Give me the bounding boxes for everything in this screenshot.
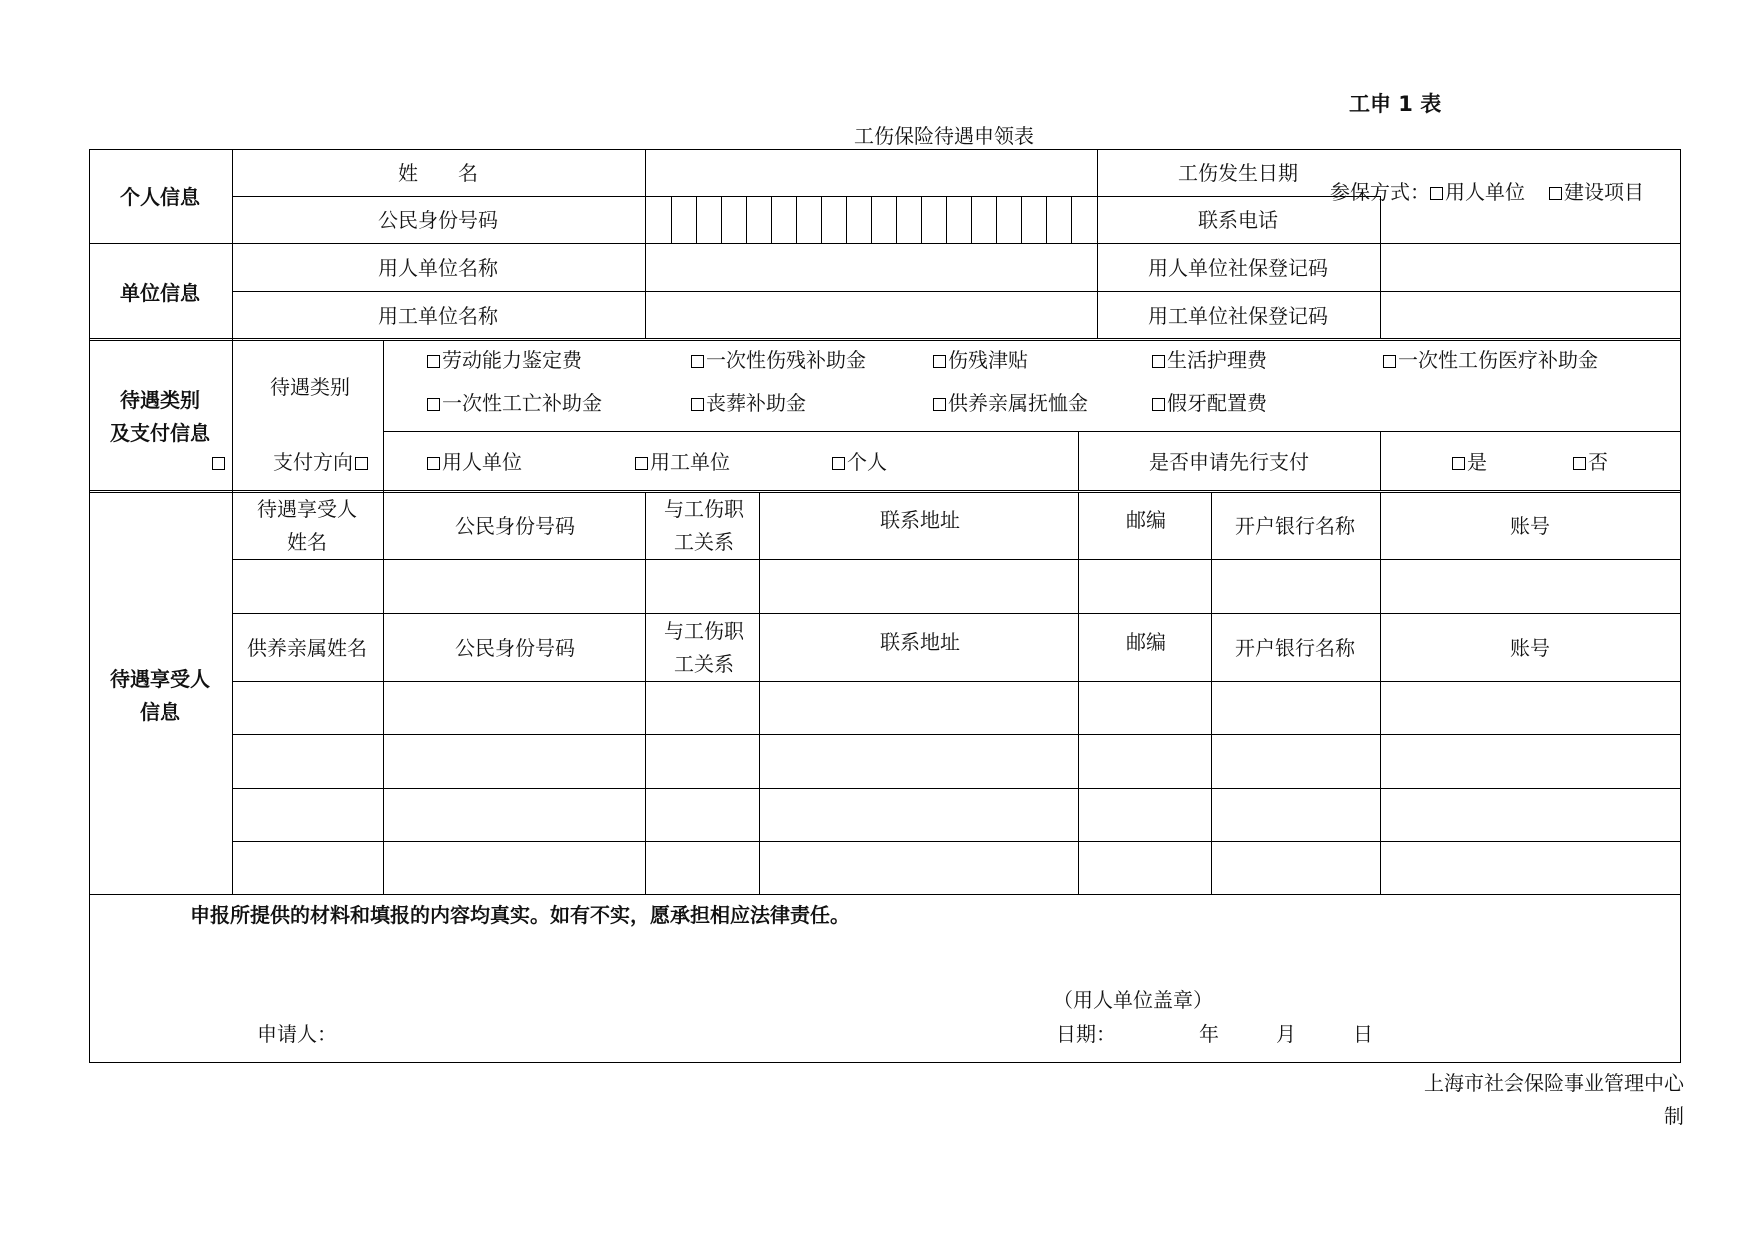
header-account: 账号 xyxy=(1510,514,1550,538)
name-label: 姓 名 xyxy=(398,161,478,185)
checkbox-icon xyxy=(427,398,440,411)
header-dependent-name: 供养亲属姓名 xyxy=(247,636,367,660)
checkbox-dependent-pension[interactable]: 供养亲属抚恤金 xyxy=(933,393,1088,413)
advance-payment-label: 是否申请先行支付 xyxy=(1149,450,1309,474)
payment-direction-label: 支付方向 xyxy=(273,450,353,474)
employer-reg-label: 用人单位社保登记码 xyxy=(1148,256,1328,280)
checkbox-icon xyxy=(1383,355,1396,368)
section-benefit-info: 待遇类别 及支付信息 xyxy=(110,388,210,445)
section-recipient-info: 待遇享受人 信息 xyxy=(110,667,210,724)
checkbox-nursing-fee[interactable]: 生活护理费 xyxy=(1152,350,1267,370)
insurance-mode xyxy=(1330,182,1644,202)
header-postcode: 邮编 xyxy=(1126,508,1166,532)
date-month: 月 xyxy=(1276,1022,1296,1046)
checkbox-icon xyxy=(1549,187,1562,200)
id-number-label: 公民身份号码 xyxy=(378,208,498,232)
benefit-category-label: 待遇类别 xyxy=(270,375,350,399)
injury-date-label: 工伤发生日期 xyxy=(1178,161,1298,185)
header-bank-name: 开户银行名称 xyxy=(1235,514,1355,538)
checkbox-construction-project[interactable]: 建设项目 xyxy=(1549,182,1644,202)
footer-org-name: 上海市社会保险事业管理中心 xyxy=(1424,1071,1684,1095)
checkbox-death-lump-sum[interactable]: 一次性工亡补助金 xyxy=(427,393,602,413)
date-day: 日 xyxy=(1353,1022,1373,1046)
checkbox-icon xyxy=(933,398,946,411)
user-unit-name-label: 用工单位名称 xyxy=(378,304,498,328)
checkbox-icon xyxy=(1152,355,1165,368)
checkbox-denture-fee[interactable]: 假牙配置费 xyxy=(1152,393,1267,413)
checkbox-icon xyxy=(635,457,648,470)
checkbox-advance-yes[interactable]: 是 xyxy=(1452,452,1487,472)
checkbox-medical-lump-sum[interactable]: 一次性工伤医疗补助金 xyxy=(1383,350,1598,370)
section-personal-info: 个人信息 xyxy=(120,185,200,209)
header-recipient-name: 待遇享受人 姓名 xyxy=(257,497,357,554)
checkbox-pay-employer[interactable]: 用人单位 xyxy=(427,452,522,472)
form-code: 工申 1 表 xyxy=(1349,92,1442,116)
checkbox-disability-allowance[interactable]: 伤残津贴 xyxy=(933,350,1028,370)
checkbox-icon xyxy=(1452,457,1465,470)
footer-org xyxy=(1424,1067,1684,1133)
header-relation: 与工伤职 工关系 xyxy=(664,497,744,554)
date-label: 日期： xyxy=(1056,1022,1116,1046)
checkbox-employer[interactable]: 用人单位 xyxy=(1430,182,1525,202)
checkbox-funeral-grant[interactable]: 丧葬补助金 xyxy=(691,393,806,413)
checkbox-labor-ability-fee[interactable]: 劳动能力鉴定费 xyxy=(427,350,582,370)
checkbox-icon xyxy=(1573,457,1586,470)
checkbox-icon xyxy=(933,355,946,368)
header-address: 联系地址 xyxy=(880,508,960,532)
employer-name-label: 用人单位名称 xyxy=(378,256,498,280)
checkbox-pay-individual[interactable]: 个人 xyxy=(832,452,887,472)
checkbox-disability-lump-sum[interactable]: 一次性伤残补助金 xyxy=(691,350,866,370)
date-year: 年 xyxy=(1199,1022,1219,1046)
checkbox-pay-user-unit[interactable]: 用工单位 xyxy=(635,452,730,472)
checkbox-icon[interactable] xyxy=(212,457,225,470)
seal-label: （用人单位盖章） xyxy=(1053,988,1213,1012)
header-bank-name-2: 开户银行名称 xyxy=(1235,636,1355,660)
checkbox-icon xyxy=(1430,187,1443,200)
header-relation-2: 与工伤职 工关系 xyxy=(664,619,744,676)
header-account-2: 账号 xyxy=(1510,636,1550,660)
declaration-statement: 申报所提供的材料和填报的内容均真实。如有不实，愿承担相应法律责任。 xyxy=(190,903,850,927)
payment-direction xyxy=(273,452,370,472)
checkbox-icon xyxy=(427,457,440,470)
form-title: 工伤保险待遇申领表 xyxy=(854,124,1034,148)
header-id-number: 公民身份号码 xyxy=(455,514,575,538)
header-id-number-2: 公民身份号码 xyxy=(455,636,575,660)
checkbox-icon xyxy=(691,398,704,411)
section-unit-info: 单位信息 xyxy=(120,281,200,305)
checkbox-icon xyxy=(691,355,704,368)
applicant-label: 申请人： xyxy=(257,1022,337,1046)
checkbox-icon xyxy=(832,457,845,470)
checkbox-icon[interactable] xyxy=(355,457,368,470)
header-postcode-2: 邮编 xyxy=(1126,630,1166,654)
phone-label: 联系电话 xyxy=(1198,208,1278,232)
checkbox-icon xyxy=(427,355,440,368)
checkbox-icon xyxy=(1152,398,1165,411)
header-address-2: 联系地址 xyxy=(880,630,960,654)
checkbox-advance-no[interactable]: 否 xyxy=(1573,452,1608,472)
footer-org-suffix: 制 xyxy=(1664,1104,1684,1128)
user-unit-reg-label: 用工单位社保登记码 xyxy=(1148,304,1328,328)
insurance-mode-label: 参保方式： xyxy=(1330,180,1430,204)
